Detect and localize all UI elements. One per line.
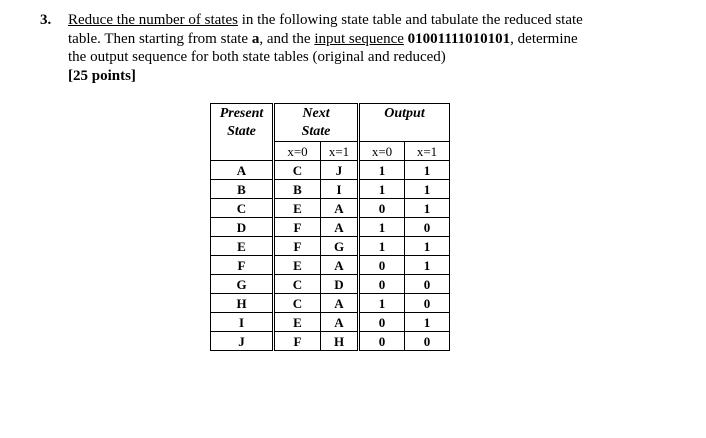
question-number: 3. bbox=[40, 12, 52, 28]
output-x1-cell: 1 bbox=[405, 161, 450, 180]
output-x0-cell: 1 bbox=[359, 161, 405, 180]
points-label: [25 points] bbox=[68, 67, 136, 84]
start-state: a bbox=[251, 30, 260, 47]
present-state-cell: H bbox=[211, 294, 274, 313]
output-header bbox=[359, 104, 450, 142]
output-x0-cell: 1 bbox=[359, 294, 405, 313]
present-state-cell: D bbox=[211, 218, 274, 237]
output-x1-cell: 0 bbox=[405, 294, 450, 313]
header-row-top bbox=[211, 104, 450, 142]
question-line-1-rest: in the following state table and tabulate the reduced state bbox=[237, 12, 583, 28]
output-x1-cell: 0 bbox=[405, 275, 450, 294]
table-row bbox=[211, 313, 450, 332]
next-state-x1-cell: G bbox=[321, 237, 359, 256]
present-state-cell: B bbox=[211, 180, 274, 199]
state-table bbox=[210, 103, 450, 351]
output-x1-cell: 0 bbox=[405, 332, 450, 351]
present-state-cell: J bbox=[211, 332, 274, 351]
present-state-cell: C bbox=[211, 199, 274, 218]
output-header-label: Output bbox=[384, 106, 425, 121]
question-line-2-mid: , and the bbox=[259, 30, 315, 47]
next-state-x1-cell: J bbox=[321, 161, 359, 180]
output-x1-cell: 1 bbox=[405, 256, 450, 275]
next-state-x1-cell: H bbox=[321, 332, 359, 351]
present-state-header bbox=[211, 104, 274, 161]
present-state-cell: A bbox=[211, 161, 274, 180]
question-line-3: the output sequence for both state tables (original and reduced) bbox=[68, 49, 446, 65]
question-text bbox=[68, 11, 668, 85]
output-x0-cell: 0 bbox=[359, 332, 405, 351]
table-row bbox=[211, 237, 450, 256]
next-state-x0-cell: E bbox=[274, 313, 321, 332]
next-state-x0-cell: F bbox=[274, 332, 321, 351]
question-line-1 bbox=[68, 11, 668, 30]
output-x0-cell: 0 bbox=[359, 313, 405, 332]
output-x0-cell: 1 bbox=[359, 180, 405, 199]
output-x1-cell: 1 bbox=[405, 313, 450, 332]
present-header-line-2: State bbox=[227, 124, 256, 139]
next-state-x0-cell: F bbox=[274, 237, 321, 256]
table-row bbox=[211, 332, 450, 351]
output-x0-cell: 0 bbox=[359, 199, 405, 218]
next-state-x0-cell: B bbox=[274, 180, 321, 199]
output-x1-cell: 1 bbox=[405, 199, 450, 218]
table-row bbox=[211, 180, 450, 199]
present-state-cell: F bbox=[211, 256, 274, 275]
next-state-x1-cell: A bbox=[321, 199, 359, 218]
next-state-header bbox=[274, 104, 359, 142]
output-x0-cell: 1 bbox=[359, 237, 405, 256]
present-header-line-1: Present bbox=[219, 106, 264, 121]
next-x1-header: x=1 bbox=[321, 142, 359, 161]
table-row bbox=[211, 161, 450, 180]
output-x0-cell: 0 bbox=[359, 275, 405, 294]
next-state-x0-cell: C bbox=[274, 275, 321, 294]
output-x0-cell: 0 bbox=[359, 256, 405, 275]
table-row bbox=[211, 218, 450, 237]
output-x0-header: x=0 bbox=[359, 142, 405, 161]
next-state-x0-cell: C bbox=[274, 294, 321, 313]
next-state-x1-cell: I bbox=[321, 180, 359, 199]
next-state-x0-cell: F bbox=[274, 218, 321, 237]
output-x1-cell: 1 bbox=[405, 237, 450, 256]
output-x1-cell: 0 bbox=[405, 218, 450, 237]
present-state-cell: G bbox=[211, 275, 274, 294]
next-state-x0-cell: C bbox=[274, 161, 321, 180]
next-header-line-2: State bbox=[301, 124, 331, 139]
output-x1-cell: 1 bbox=[405, 180, 450, 199]
state-rows bbox=[211, 161, 450, 351]
output-x1-header: x=1 bbox=[405, 142, 450, 161]
next-state-x0-cell: E bbox=[274, 199, 321, 218]
next-state-x1-cell: A bbox=[321, 256, 359, 275]
reduce-states-phrase: Reduce the number of states bbox=[68, 12, 238, 28]
next-state-x1-cell: A bbox=[321, 294, 359, 313]
output-x0-cell: 1 bbox=[359, 218, 405, 237]
table-row bbox=[211, 275, 450, 294]
next-state-x1-cell: A bbox=[321, 313, 359, 332]
table-row bbox=[211, 294, 450, 313]
present-state-cell: I bbox=[211, 313, 274, 332]
question-line-2 bbox=[68, 30, 668, 49]
present-state-cell: E bbox=[211, 237, 274, 256]
table-row bbox=[211, 199, 450, 218]
question-line-2-end: , determine bbox=[510, 30, 578, 47]
input-sequence-value: 01001111010101 bbox=[407, 30, 511, 47]
next-state-x1-cell: A bbox=[321, 218, 359, 237]
table-row bbox=[211, 256, 450, 275]
next-header-line-1: Next bbox=[302, 106, 330, 121]
input-sequence-phrase: input sequence bbox=[314, 30, 404, 47]
next-state-x0-cell: E bbox=[274, 256, 321, 275]
next-x0-header: x=0 bbox=[274, 142, 321, 161]
next-state-x1-cell: D bbox=[321, 275, 359, 294]
question-line-2-start: table. Then starting from state bbox=[68, 30, 252, 47]
